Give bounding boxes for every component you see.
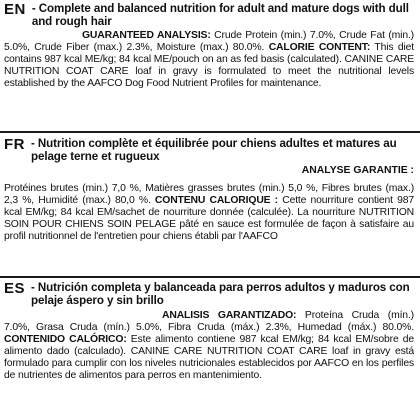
- guaranteed-analysis-text: Crude Protein (min.) 7.0%, Crude Fat (min.) 5.0%, Crude Fiber (max.) 2.3%, Moisture (max.) 80.0%.: [4, 30, 414, 54]
- language-code: EN: [4, 1, 26, 18]
- calorie-content-label: CALORIE CONTENT:: [268, 42, 371, 54]
- calorie-content-text: Cette nourriture contient 987 kcal EM/kg; 84 kcal EM/sachet de nourriture donnée (calculée). La nourriture NUTRITION SOIN POUR CHIENS SOIN PELAGE pâté en sauce est formulée de façon à satisfaire au profil nutritionnel de l'entretien pour chiens établi par l'AAFCO: [4, 195, 415, 243]
- section-header: [4, 281, 414, 307]
- language-code: FR: [4, 136, 25, 153]
- calorie-content-label: CONTENIDO CALÓRICO:: [4, 334, 127, 346]
- section-heading: - Nutrition complète et équilibrée pour chiens adultes et matures au pelage terne et rugueux: [31, 137, 397, 163]
- guaranteed-analysis-text: Proteína Cruda (mín.) 7.0%, Grasa Cruda (mín.) 5.0%, Fibra Cruda (máx.) 2.3%, Humedad (máx.) 80.0%.: [4, 310, 414, 334]
- section-divider: [0, 131, 420, 133]
- section-heading: - Complete and balanced nutrition for adult and mature dogs with dull and rough hair: [31, 2, 409, 28]
- section-divider: [0, 276, 420, 278]
- section-fr: [0, 137, 420, 274]
- calorie-content-text: Este alimento contiene 987 kcal EM/kg; 84 kcal EM/sobre de alimento dado (calculado). CANINE CARE NUTRITION COAT CARE loaf in gravy está formulado para cumplir con los niveles nutricionales establecidos por AAFCO en los perfiles de nutrientes de alimentos para perros en mantenimiento.: [4, 334, 414, 382]
- guaranteed-analysis-label: ANALISIS GARANTIZADO:: [162, 310, 297, 321]
- section-header: [4, 137, 414, 163]
- calorie-content-text: This diet contains 987 kcal ME/kg; 84 kcal ME/pouch on an as fed basis (calculated). CANINE CARE NUTRITION COAT CARE loaf in gravy is formulated to meet the nutritional levels established by the AAFCO Dog Food Nutrient Profiles for maintenance.: [4, 42, 414, 90]
- calorie-content-label: CONTENU CALORIQUE :: [154, 195, 278, 207]
- section-es: [0, 281, 420, 420]
- section-body: [4, 30, 414, 90]
- section-body: [4, 310, 414, 383]
- section-heading: - Nutrición completa y balanceada para perros adultos y maduros con pelaje áspero y sin brillo: [31, 281, 410, 307]
- section-header: [4, 2, 414, 28]
- section-body: [4, 183, 414, 243]
- section-en: [0, 2, 420, 130]
- guaranteed-analysis-label: GUARANTEED ANALYSIS:: [82, 30, 211, 41]
- guaranteed-analysis-text: Protéines brutes (min.) 7,0 %, Matières grasses brutes (min.) 5,0 %, Fibres brutes (max.) 2,3 %, Humidité (max.) 80,0 %.: [4, 183, 414, 207]
- language-code: ES: [4, 280, 26, 297]
- guaranteed-analysis-label: ANALYSE GARANTIE :: [301, 165, 414, 176]
